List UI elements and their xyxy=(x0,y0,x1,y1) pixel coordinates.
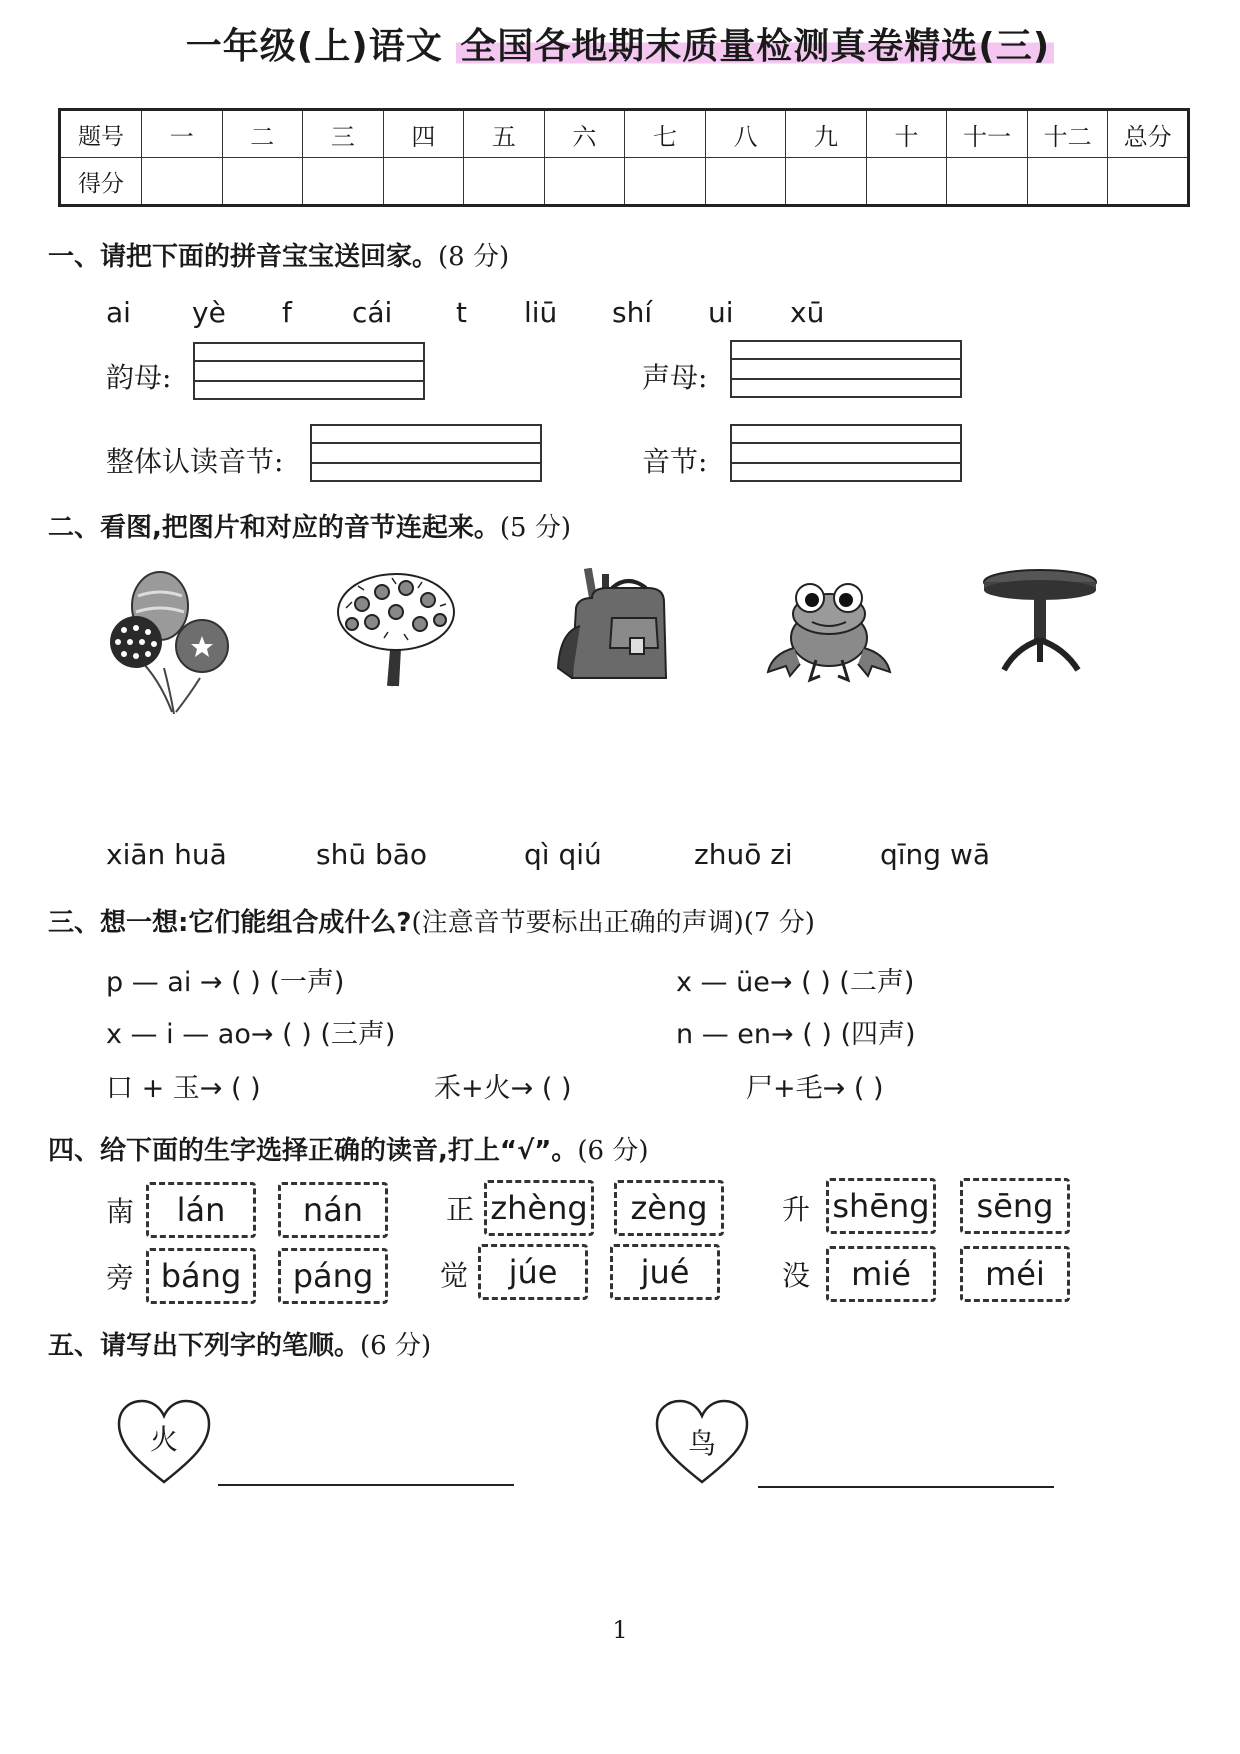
pinyin-item: ai xyxy=(106,296,131,329)
score-cell[interactable] xyxy=(464,158,545,206)
character-label: 升 xyxy=(782,1193,811,1226)
tree-icon xyxy=(332,568,462,688)
score-cell[interactable] xyxy=(1108,158,1189,206)
combine-item[interactable]: x — üe→ ( ) (二声) xyxy=(676,967,915,998)
question-4-heading: 四、给下面的生字选择正确的读音,打上“√”。(6 分) xyxy=(48,1136,649,1166)
pinyin-item: cái xyxy=(352,296,393,329)
combine-item[interactable]: x — i — ao→ ( ) (三声) xyxy=(106,1019,396,1050)
stroke-order-answer-line[interactable] xyxy=(218,1484,514,1486)
syllable-item[interactable]: shū bāo xyxy=(316,838,428,871)
page-title: 一年级(上)语文 全国各地期末质量检测真卷精选(三) xyxy=(0,18,1240,69)
score-cell[interactable] xyxy=(544,158,625,206)
score-cell[interactable] xyxy=(383,158,464,206)
heart-icon xyxy=(116,1398,212,1486)
shengmu-answer-lines[interactable] xyxy=(730,340,962,398)
frog-icon xyxy=(764,568,894,688)
reading-option[interactable]: méi xyxy=(960,1246,1070,1302)
stroke-order-character: 火 xyxy=(149,1423,178,1456)
heart-icon xyxy=(654,1398,750,1486)
character-label: 南 xyxy=(106,1195,135,1228)
reading-option[interactable]: mié xyxy=(826,1246,936,1302)
yinjie-label: 音节: xyxy=(642,445,708,478)
zhengti-label: 整体认读音节: xyxy=(106,445,284,478)
page-number: 1 xyxy=(612,1616,628,1644)
column-header: 九 xyxy=(786,110,867,158)
yunmu-label: 韵母: xyxy=(106,361,172,394)
reading-option[interactable]: sēng xyxy=(960,1178,1070,1234)
score-cell[interactable] xyxy=(866,158,947,206)
reading-option[interactable]: zhèng xyxy=(484,1180,594,1236)
syllable-item[interactable]: zhuō zi xyxy=(694,838,793,871)
score-cell[interactable] xyxy=(947,158,1028,206)
combine-item[interactable]: 口 + 玉→ ( ) xyxy=(106,1073,261,1104)
combine-item[interactable]: n — en→ ( ) (四声) xyxy=(676,1019,916,1050)
column-header: 十一 xyxy=(947,110,1028,158)
column-header: 二 xyxy=(222,110,303,158)
column-header: 八 xyxy=(705,110,786,158)
column-header: 十 xyxy=(866,110,947,158)
yinjie-answer-lines[interactable] xyxy=(730,424,962,482)
reading-option[interactable]: lán xyxy=(146,1182,256,1238)
question-3-heading: 三、想一想:它们能组合成什么?(注意音节要标出正确的声调)(7 分) xyxy=(48,908,815,938)
column-header: 四 xyxy=(383,110,464,158)
pinyin-item: xū xyxy=(790,296,825,329)
score-cell[interactable] xyxy=(142,158,223,206)
column-header: 十二 xyxy=(1027,110,1108,158)
score-cell[interactable] xyxy=(1027,158,1108,206)
combine-item[interactable]: 尸+毛→ ( ) xyxy=(746,1073,884,1104)
score-cell[interactable] xyxy=(786,158,867,206)
column-header: 六 xyxy=(544,110,625,158)
syllable-item[interactable]: xiān huā xyxy=(106,838,227,871)
syllable-item[interactable]: qīng wā xyxy=(880,838,991,871)
stroke-order-character: 鸟 xyxy=(687,1427,716,1460)
reading-option[interactable]: shēng xyxy=(826,1178,936,1234)
score-cell[interactable] xyxy=(222,158,303,206)
reading-option[interactable]: báng xyxy=(146,1248,256,1304)
table-icon xyxy=(980,566,1100,676)
character-label: 正 xyxy=(446,1193,475,1226)
reading-option[interactable]: páng xyxy=(278,1248,388,1304)
score-cell[interactable] xyxy=(705,158,786,206)
pinyin-item: ui xyxy=(708,296,734,329)
score-table xyxy=(58,108,1190,207)
stroke-order-answer-line[interactable] xyxy=(758,1486,1054,1488)
score-table-score-row xyxy=(60,158,1189,206)
zhengti-answer-lines[interactable] xyxy=(310,424,542,482)
column-header: 一 xyxy=(142,110,223,158)
question-1-heading: 一、请把下面的拼音宝宝送回家。(8 分) xyxy=(48,242,510,272)
column-header: 三 xyxy=(303,110,384,158)
reading-option[interactable]: zèng xyxy=(614,1180,724,1236)
score-table-header-row xyxy=(60,110,1189,158)
shengmu-label: 声母: xyxy=(642,361,708,394)
column-header: 七 xyxy=(625,110,706,158)
character-label: 没 xyxy=(782,1259,811,1292)
question-5-heading: 五、请写出下列字的笔顺。(6 分) xyxy=(48,1331,432,1361)
combine-item[interactable]: 禾+火→ ( ) xyxy=(434,1073,572,1104)
character-label: 觉 xyxy=(440,1259,469,1292)
column-header: 总分 xyxy=(1108,110,1189,158)
row-label-question-number: 题号 xyxy=(60,110,142,158)
row-label-score: 得分 xyxy=(60,158,142,206)
question-2-heading: 二、看图,把图片和对应的音节连起来。(5 分) xyxy=(48,513,571,543)
score-cell[interactable] xyxy=(303,158,384,206)
reading-option[interactable]: nán xyxy=(278,1182,388,1238)
schoolbag-icon xyxy=(552,568,682,688)
syllable-item[interactable]: qì qiú xyxy=(524,838,602,871)
pinyin-item: liū xyxy=(524,296,558,329)
pinyin-item: f xyxy=(282,296,292,329)
balloon-icon xyxy=(104,566,244,716)
column-header: 五 xyxy=(464,110,545,158)
reading-option[interactable]: júe xyxy=(478,1244,588,1300)
pinyin-item: t xyxy=(456,296,467,329)
pinyin-item: yè xyxy=(192,296,226,329)
pinyin-item: shí xyxy=(612,296,653,329)
character-label: 旁 xyxy=(106,1261,135,1294)
yunmu-answer-lines[interactable] xyxy=(193,342,425,400)
reading-option[interactable]: jué xyxy=(610,1244,720,1300)
score-cell[interactable] xyxy=(625,158,706,206)
combine-item[interactable]: p — ai → ( ) (一声) xyxy=(106,967,345,998)
